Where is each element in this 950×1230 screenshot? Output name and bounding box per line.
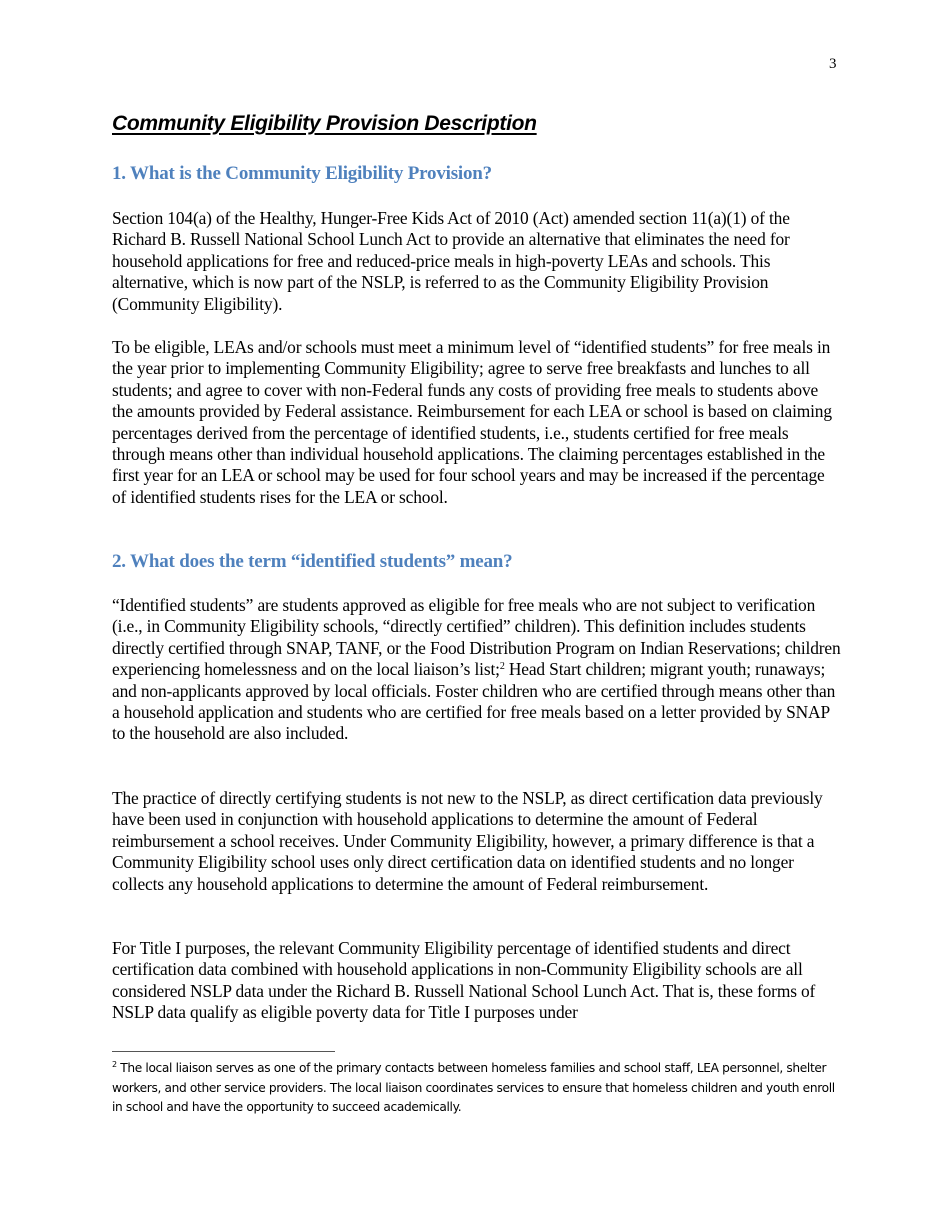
footnote-2	[112, 1059, 842, 1118]
footnote-text: The local liaison serves as one of the primary contacts between homeless families and school staff, LEA personnel, shelter workers, and other service providers. The local liaison coordinates services to ensure that homeless children and youth enroll in school and have the opportunity to succeed academically.	[112, 1061, 835, 1114]
paragraph-2-1	[112, 595, 842, 745]
section-heading-1: 1. What is the Community Eligibility Provision?	[112, 163, 492, 184]
paragraph-text: Head Start children; migrant youth; runaways; and non-applicants approved by local officials. Foster children who are certified through means other than a household application and students who are certified for free meals based on a letter provided by SNAP to the household are also included.	[112, 659, 836, 744]
paragraph-1-2: To be eligible, LEAs and/or schools must meet a minimum level of “identified students” for free meals in the year prior to implementing Community Eligibility; agree to serve free breakfasts and lunches to all students; and agree to cover with non-Federal funds any costs of providing free meals to students above the amounts provided by Federal assistance. Reimbursement for each LEA or school is based on claiming percentages derived from the percentage of identified students, i.e., students certified for free meals through means other than individual household applications. The claiming percentages established in the first year for an LEA or school may be used for four school years and may be increased if the percentage of identified students rises for the LEA or school.	[112, 337, 832, 507]
paragraph-text: “Identified students” are students approved as eligible for free meals who are not subject to verification (i.e., in Community Eligibility schools, “directly certified” children). This definition includes students directly certified through SNAP, TANF, or the Food Distribution Program on Indian Reservations; children experiencing homelessness and on the local liaison’s list;	[112, 595, 841, 680]
footnote-reference[interactable]: 2	[499, 661, 505, 673]
footnote-marker: 2	[112, 1060, 117, 1069]
page-number: 3	[829, 56, 837, 72]
paragraph-1-1: Section 104(a) of the Healthy, Hunger-Free Kids Act of 2010 (Act) amended section 11(a)(1) of the Richard B. Russell National School Lunch Act to provide an alternative that eliminates the need for household applications for free and reduced-price meals in high-poverty LEAs and schools. This alternative, which is now part of the NSLP, is referred to as the Community Eligibility Provision (Community Eligibility).	[112, 208, 790, 314]
paragraph-2-3: For Title I purposes, the relevant Community Eligibility percentage of identified students and direct certification data combined with household applications in non-Community Eligibility schools are all considered NSLP data under the Richard B. Russell National School Lunch Act. That is, these forms of NSLP data qualify as eligible poverty data for Title I purposes under	[112, 938, 816, 1023]
paragraph-2-2: The practice of directly certifying students is not new to the NSLP, as direct certification data previously have been used in conjunction with household applications to determine the amount of Federal reimbursement a school receives. Under Community Eligibility, however, a primary difference is that a Community Eligibility school uses only direct certification data on identified students and no longer collects any household applications to determine the amount of Federal reimbursement.	[112, 788, 823, 894]
section-heading-2: 2. What does the term “identified students” mean?	[112, 551, 513, 572]
footnote-separator	[112, 1051, 335, 1052]
document-title: Community Eligibility Provision Description	[112, 112, 537, 135]
